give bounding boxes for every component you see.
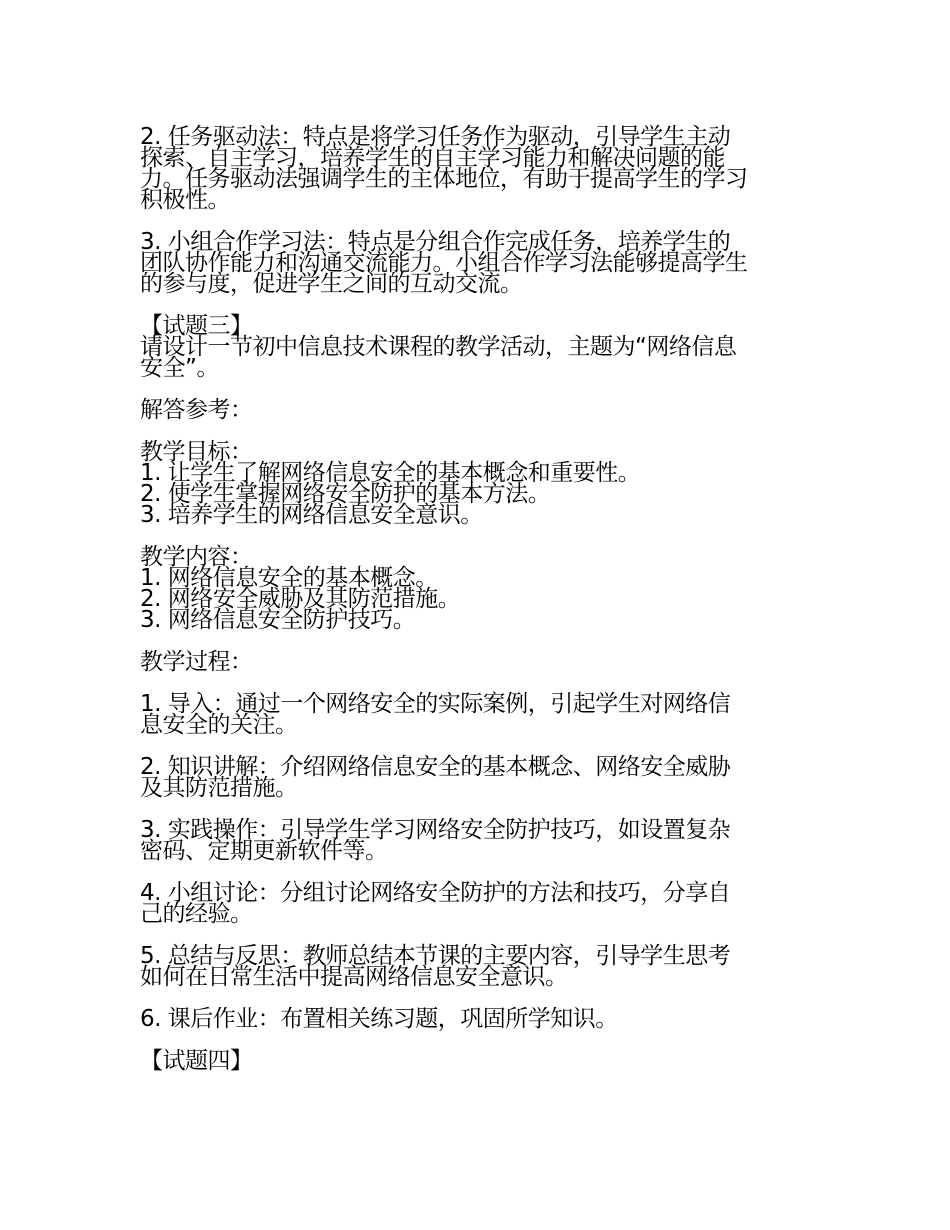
process-step-1 bbox=[140, 691, 820, 738]
text-line: 及其防范措施。 bbox=[140, 775, 298, 801]
text-line: 2. 任务驱动法：特点是将学习任务作为驱动，引导学生主动 bbox=[140, 124, 731, 150]
text-line: 5. 总结与反思：教师总结本节课的主要内容，引导学生思考 bbox=[140, 943, 731, 969]
text-line: 2. 知识讲解：介绍网络信息安全的基本概念、网络安全威胁 bbox=[140, 754, 731, 780]
text-line: 如何在日常生活中提高网络信息安全意识。 bbox=[140, 964, 568, 990]
teaching-process-heading bbox=[140, 649, 820, 675]
document-page bbox=[140, 124, 820, 1093]
list-item: 1. 网络信息安全的基本概念。 bbox=[140, 565, 438, 591]
teaching-content bbox=[140, 544, 820, 633]
list-item: 3. 培养学生的网络信息安全意识。 bbox=[140, 502, 483, 528]
question-three-heading: 【试题三】 bbox=[140, 313, 253, 339]
question-three-block bbox=[140, 313, 820, 381]
process-step-3 bbox=[140, 817, 820, 864]
list-item: 3. 网络信息安全防护技巧。 bbox=[140, 607, 416, 633]
process-step-5 bbox=[140, 943, 820, 990]
answer-reference-label bbox=[140, 397, 820, 423]
text-line: 力。任务驱动法强调学生的主体地位，有助于提高学生的学习 bbox=[140, 166, 748, 192]
teaching-goals-heading: 教学目标： bbox=[140, 439, 253, 465]
paragraph-group-learning-method bbox=[140, 229, 820, 297]
text-line: 探索、自主学习，培养学生的自主学习能力和解决问题的能 bbox=[140, 145, 725, 171]
text-line: 请设计一节初中信息技术课程的教学活动，主题为“网络信息 bbox=[140, 334, 737, 360]
process-step-6 bbox=[140, 1006, 820, 1032]
teaching-goals bbox=[140, 439, 820, 528]
text-line: 3. 实践操作：引导学生学习网络安全防护技巧，如设置复杂 bbox=[140, 817, 731, 843]
list-item: 2. 网络安全威胁及其防范措施。 bbox=[140, 586, 461, 612]
text-line: 己的经验。 bbox=[140, 901, 253, 927]
text-line: 积极性。 bbox=[140, 187, 230, 213]
text-line: 的参与度，促进学生之间的互动交流。 bbox=[140, 271, 523, 297]
text-line: 6. 课后作业：布置相关练习题，巩固所学知识。 bbox=[140, 1006, 618, 1032]
list-item: 2. 使学生掌握网络安全防护的基本方法。 bbox=[140, 481, 551, 507]
process-step-4 bbox=[140, 880, 820, 927]
teaching-content-heading: 教学内容： bbox=[140, 544, 253, 570]
text-line: 3. 小组合作学习法：特点是分组合作完成任务，培养学生的 bbox=[140, 229, 731, 255]
process-step-2 bbox=[140, 754, 820, 801]
text-line: 安全”。 bbox=[140, 355, 219, 381]
text-line: 【试题四】 bbox=[140, 1048, 253, 1074]
text-line: 团队协作能力和沟通交流能力。小组合作学习法能够提高学生 bbox=[140, 250, 748, 276]
text-line: 息安全的关注。 bbox=[140, 712, 298, 738]
text-line: 教学过程： bbox=[140, 649, 253, 675]
paragraph-task-driven-method bbox=[140, 124, 820, 213]
text-line: 1. 导入：通过一个网络安全的实际案例，引起学生对网络信 bbox=[140, 691, 731, 717]
text-line: 密码、定期更新软件等。 bbox=[140, 838, 388, 864]
text-line: 解答参考： bbox=[140, 397, 253, 423]
list-item: 1. 让学生了解网络信息安全的基本概念和重要性。 bbox=[140, 460, 641, 486]
text-line: 4. 小组讨论：分组讨论网络安全防护的方法和技巧，分享自 bbox=[140, 880, 731, 906]
question-four-heading bbox=[140, 1048, 820, 1074]
